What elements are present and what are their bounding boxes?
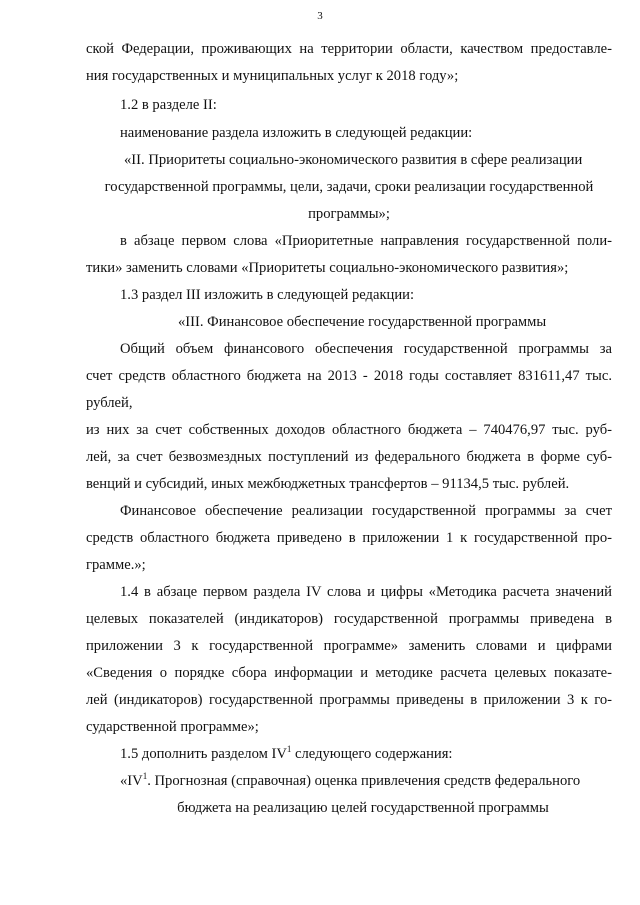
superscript: 1 <box>286 744 292 755</box>
text-line: 1.4 в абзаце первом раздела IV слова и цифры «Методика расчета значений <box>120 584 612 600</box>
page-number: 3 <box>317 10 323 22</box>
section-title-line: государственной программы, цели, задачи, сроки реализации государственной <box>104 179 594 195</box>
text-line: из них за счет собственных доходов областного бюджета – 740476,97 тыс. руб- <box>86 422 612 438</box>
section-title-line <box>120 772 580 790</box>
text-segment: . Прогнозная (справочная) оценка привлечения средств федерального <box>147 773 581 789</box>
text-line: сударственной программе»; <box>86 719 259 735</box>
superscript: 1 <box>142 771 148 782</box>
text-line: венций и субсидий, иных межбюджетных трансфертов – 91134,5 тыс. рублей. <box>86 476 570 492</box>
text-line: наименование раздела изложить в следующей редакции: <box>120 125 473 141</box>
text-segment: следующего содержания: <box>291 746 453 762</box>
text-segment: «IV <box>120 773 143 789</box>
text-line: целевых показателей (индикаторов) государственной программы приведена в <box>86 611 612 627</box>
text-line: 1.2 в разделе II: <box>120 97 217 113</box>
text-line: ской Федерации, проживающих на территории области, качеством предоставле- <box>86 41 612 57</box>
text-line: приложении 3 к государственной программе» заменить словами и цифрами <box>86 638 612 654</box>
section-title-line: «II. Приоритеты социально-экономического развития в сфере реализации <box>124 152 583 168</box>
text-line <box>120 745 452 763</box>
text-line: тики» заменить словами «Приоритеты социально-экономического развития»; <box>86 260 569 276</box>
section-title-line: программы»; <box>308 206 390 222</box>
text-line: 1.3 раздел III изложить в следующей редакции: <box>120 287 415 303</box>
text-line: в абзаце первом слова «Приоритетные направления государственной поли- <box>120 233 612 249</box>
text-line: «Сведения о порядке сбора информации и методике расчета целевых показате- <box>86 665 612 681</box>
text-line: грамме.»; <box>86 557 146 573</box>
section-title-line: «III. Финансовое обеспечение государственной программы <box>178 314 547 330</box>
text-line: ния государственных и муниципальных услуг к 2018 году»; <box>86 68 459 84</box>
text-line: Финансовое обеспечение реализации государственной программы за счет <box>120 503 612 519</box>
text-line: Общий объем финансового обеспечения государственной программы за <box>120 341 612 357</box>
text-segment: 1.5 дополнить разделом IV <box>120 746 287 762</box>
text-line: рублей, <box>86 395 133 411</box>
text-line: счет средств областного бюджета на 2013 - 2018 годы составляет 831611,47 тыс. <box>86 368 612 384</box>
text-line: лей (индикаторов) государственной программы приведены в приложении 3 к го- <box>86 692 612 708</box>
text-line: средств областного бюджета приведено в приложении 1 к государственной про- <box>86 530 612 546</box>
text-line: лей, за счет безвозмездных поступлений из федерального бюджета в форме суб- <box>86 449 612 465</box>
section-title-line: бюджета на реализацию целей государственной программы <box>177 800 549 816</box>
